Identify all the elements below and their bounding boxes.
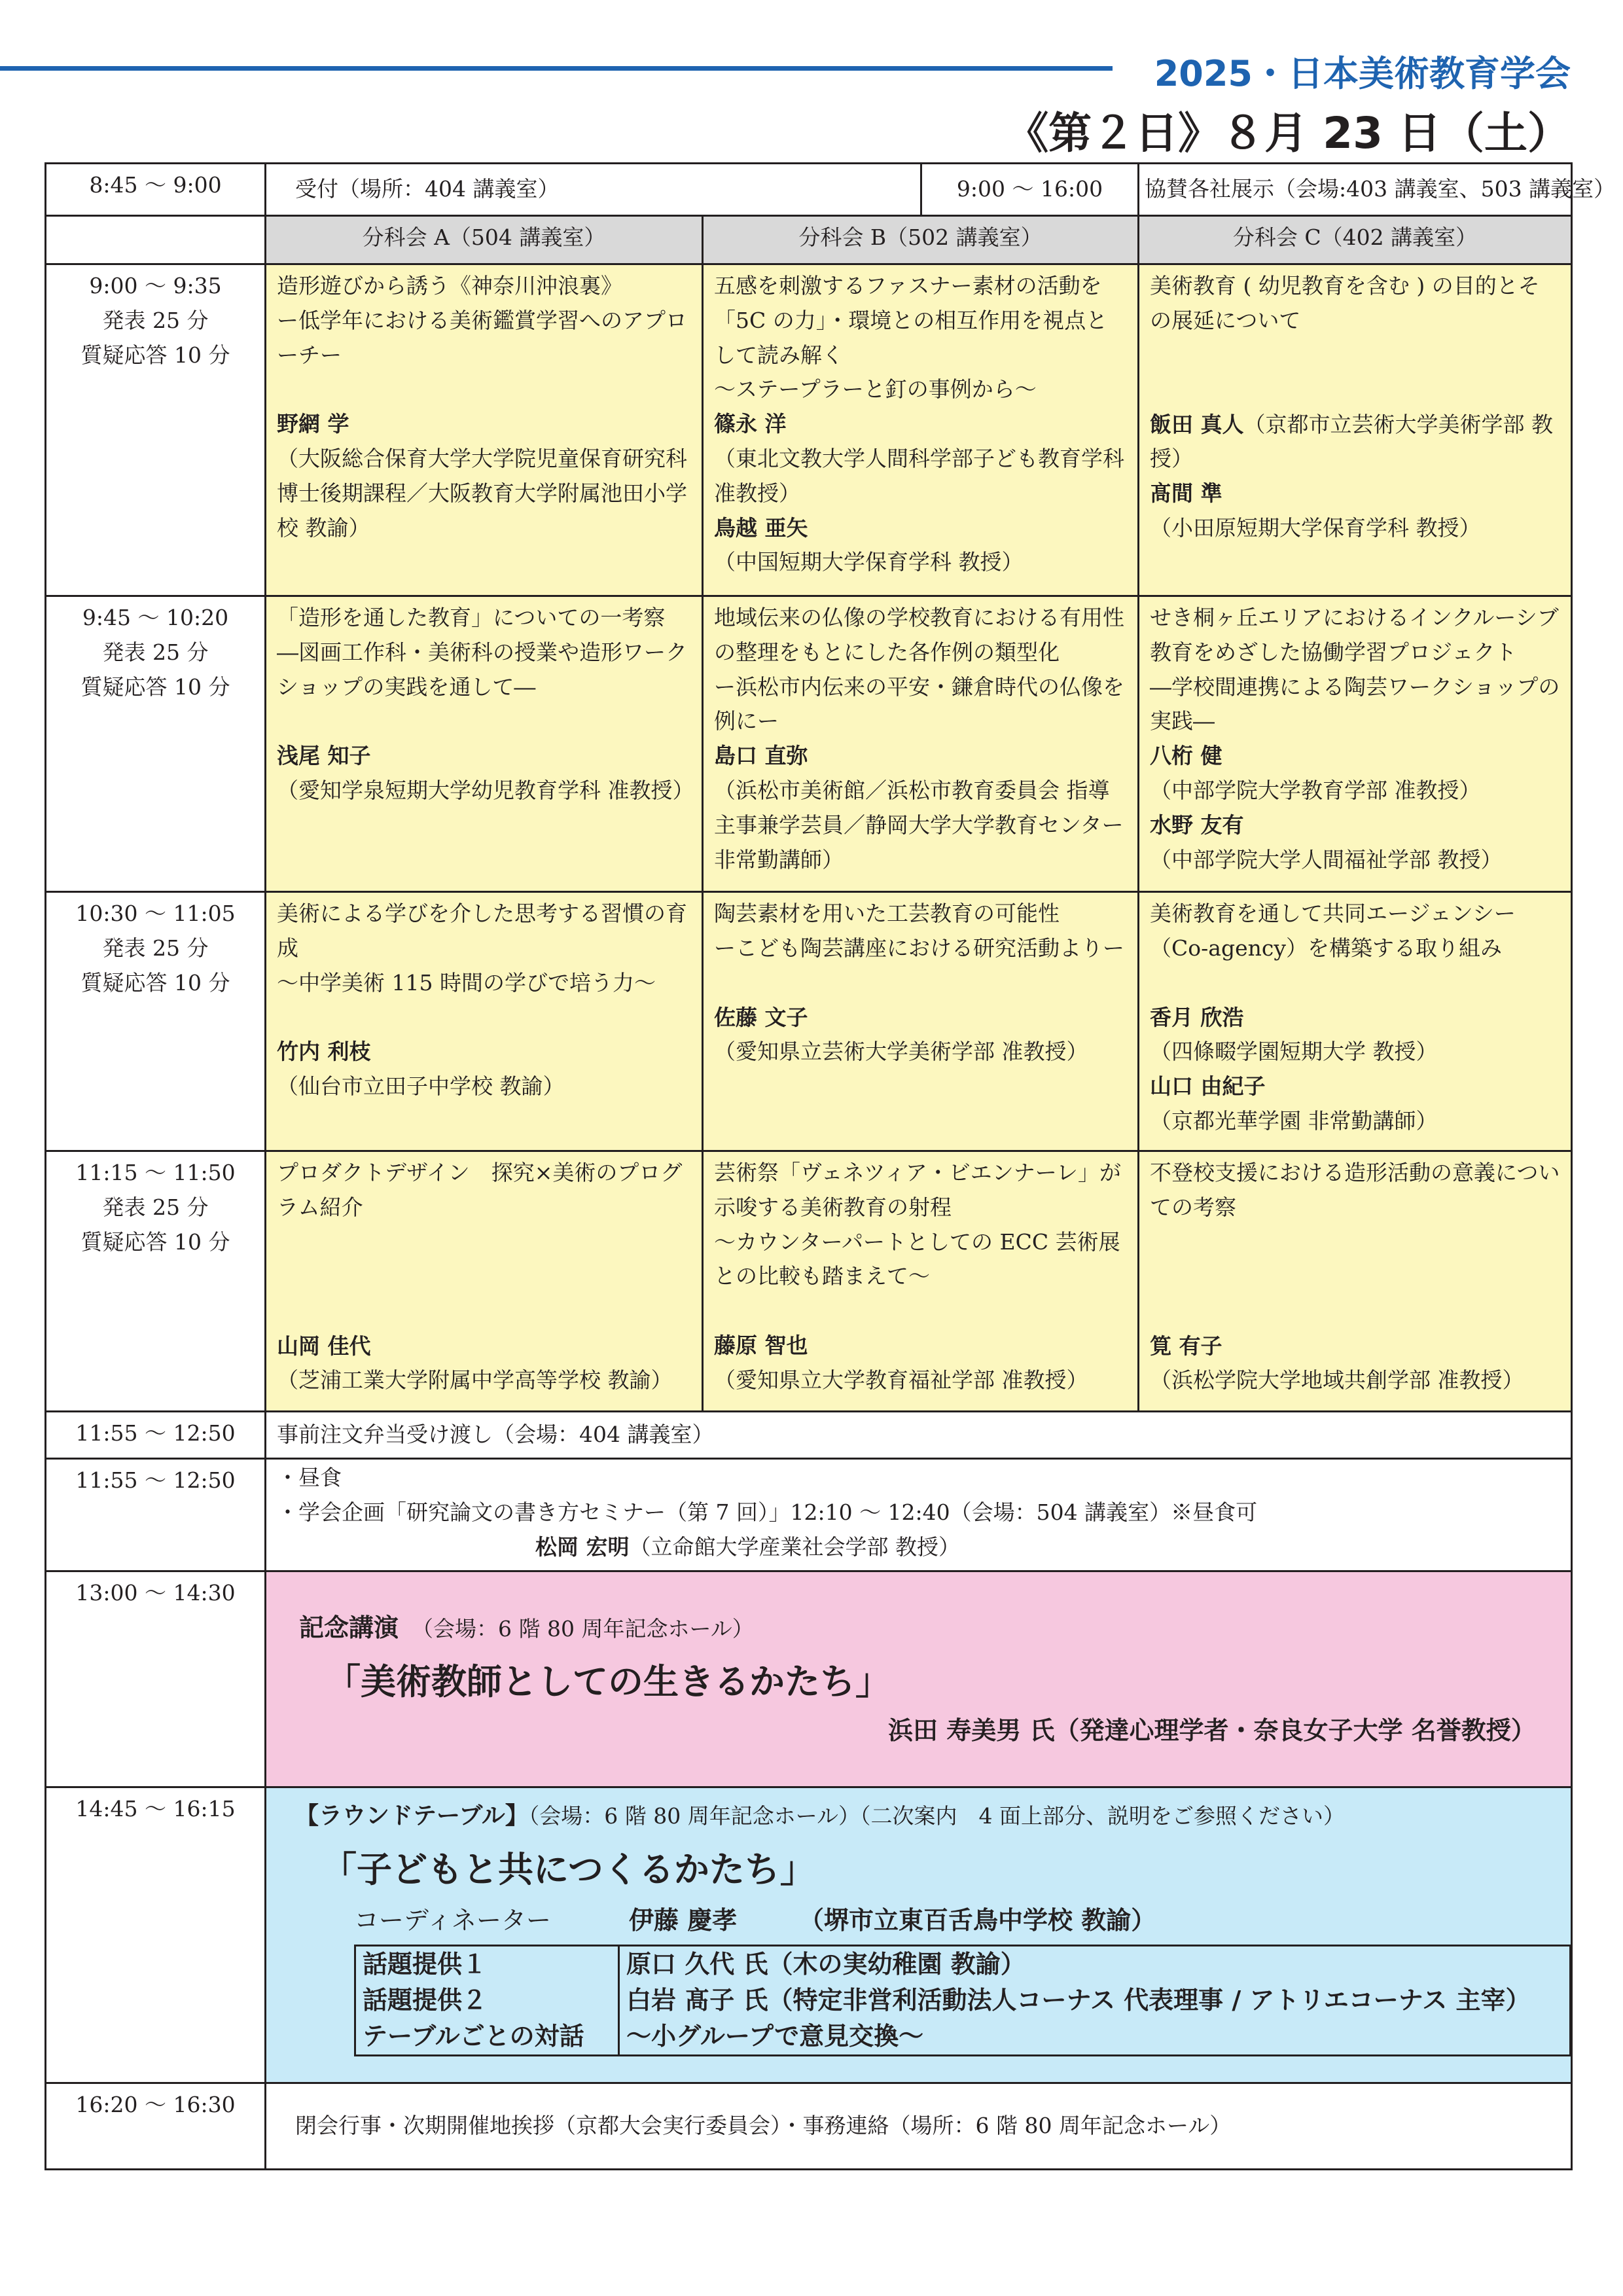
presentation-title: 造形遊びから誘う《神奈川沖浪裏》 ー低学年における美術鑑賞学習へのアプローチー <box>277 273 687 368</box>
presenter-affiliation: （浜松市美術館／浜松市教育委員会 指導主事兼学芸員／静岡大学大学教育センター 非常勤講師） <box>714 777 1124 872</box>
org-title: 2025・日本美術教育学会 <box>1154 53 1571 94</box>
presenter-name: 佐藤 文子 <box>714 1004 808 1030</box>
topic-value: 原口 久代 氏（木の実幼稚園 教諭） <box>626 1949 1026 1979</box>
presenter-name: 竹内 利枝 <box>277 1039 371 1065</box>
lunch-seminar-time: 11:55 ～ 12:50 <box>46 1459 266 1571</box>
lunch-pickup-time: 11:55 ～ 12:50 <box>46 1412 266 1459</box>
closing-time: 16:20 ～ 16:30 <box>46 2083 266 2170</box>
presenter-affiliation: （中部学院大学人間福祉学部 教授） <box>1150 846 1503 872</box>
roundtable-row <box>46 1787 1572 2083</box>
presenter-affiliation: （芝浦工業大学附属中学高等学校 教諭） <box>277 1367 673 1393</box>
lunch-pickup-text: 事前注文弁当受け渡し（会場：404 講義室） <box>266 1412 1572 1459</box>
slot-time: 9:00 ～ 9:35 発表 25 分 質疑応答 10 分 <box>46 264 266 596</box>
presenter-affiliation: （愛知学泉短期大学幼児教育学科 准教授） <box>277 778 694 804</box>
presenter-line <box>1150 408 1560 477</box>
topic-value: 白岩 髙子 氏（特定非営利活動法人コーナス 代表理事 / アトリエコーナス 主宰） <box>626 1985 1531 2015</box>
closing-text: 閉会行事・次期開催地挨拶（京都大会実行委員会）・事務連絡（場所：6 階 80 周年記念ホール） <box>266 2083 1572 2170</box>
lunch-pickup-row <box>46 1412 1572 1459</box>
lecture-label: 記念講演 <box>299 1613 399 1642</box>
presenter-name: 浅尾 知子 <box>277 743 371 769</box>
session-header-blank <box>46 216 266 264</box>
presenter-affiliation: （四條畷学園短期大学 教授） <box>1150 1039 1438 1065</box>
topic-labels <box>355 1945 619 2055</box>
presentation-title: 芸術祭「ヴェネツィア・ビエンナーレ」が示唆する美術教育の射程 ～カウンターパートとしての ECC 芸術展との比較も踏まえて～ <box>714 1160 1122 1289</box>
presenter-name: 藤原 智也 <box>714 1333 808 1359</box>
presenter-name: 篠永 洋 <box>714 411 787 437</box>
presenter-name: 飯田 真人 <box>1150 411 1244 437</box>
roundtable-label: 【ラウンドテーブル】 <box>295 1803 529 1829</box>
presenter-name: 八桁 健 <box>1150 743 1222 769</box>
presenter-name: 鳥越 亜矢 <box>714 514 808 541</box>
slot-row <box>46 264 1572 596</box>
reception-row <box>46 164 1572 216</box>
expo-text: 協賛各社展示（会場:403 講義室、503 講義室） <box>1139 164 1572 216</box>
presentation-title: 「造形を通した教育」についての一考察 ―図画工作科・美術科の授業や造形ワークショップの実践を通して― <box>277 605 687 700</box>
presentation-a <box>266 892 703 1151</box>
topic-label: 話題提供２ <box>363 1985 488 2015</box>
presenter-affiliation: （仙台市立田子中学校 教諭） <box>277 1073 565 1100</box>
day-title: 《第２日》８月 23 日（土） <box>1005 108 1571 158</box>
presentation-a <box>266 1151 703 1412</box>
presentation-c <box>1139 264 1572 596</box>
presentation-a <box>266 596 703 892</box>
topic-label: テーブルごとの対話 <box>363 2021 584 2051</box>
reception-time: 8:45 ～ 9:00 <box>46 164 266 216</box>
presenter-affiliation: （小田原短期大学保育学科 教授） <box>1150 514 1481 541</box>
coordinator-line <box>354 1901 1542 1941</box>
seminar-speaker-affiliation: （立命館大学産業社会学部 教授） <box>629 1534 960 1560</box>
coordinator-affiliation: （堺市立東百舌鳥中学校 教諭） <box>799 1905 1156 1935</box>
schedule-table <box>45 162 1616 2170</box>
presenter-name: 島口 直弥 <box>714 743 808 769</box>
presenter-affiliation: （中部学院大学教育学部 准教授） <box>1150 777 1481 803</box>
expo-time: 9:00 ～ 16:00 <box>921 164 1139 216</box>
presentation-title: 五感を刺激するファスナー素材の活動を「5C の力」・環境との相互作用を視点として読み解く ～ステープラーと釘の事例から～ <box>714 273 1108 403</box>
roundtable-venue: （会場：6 階 80 周年記念ホール）（二次案内 4 面上部分、説明をご参照ください） <box>528 1803 1346 1829</box>
presentation-b <box>703 264 1139 596</box>
lecture-speaker: 浜田 寿美男 氏（発達心理学者・奈良女子大学 名誉教授） <box>888 1715 1536 1745</box>
lecture-time: 13:00 ～ 14:30 <box>46 1571 266 1787</box>
presenter-name: 山口 由紀子 <box>1150 1073 1266 1100</box>
presentation-title: 陶芸素材を用いた工芸教育の可能性 ーこども陶芸講座における研究活動よりー <box>714 901 1124 961</box>
presentation-title: 美術教育 ( 幼児教育を含む ) の目的とその展延について <box>1150 273 1540 333</box>
presentation-c <box>1139 892 1572 1151</box>
presentation-a <box>266 264 703 596</box>
presentation-c <box>1139 1151 1572 1412</box>
presenter-affiliation: （大阪総合保育大学大学院児童保育研究科博士後期課程／大阪教育大学附属池田小学校 教諭） <box>277 446 687 541</box>
presentation-title: 美術による学びを介した思考する習慣の育成 ～中学美術 115 時間の学びで培う力～ <box>277 901 687 996</box>
header-rule <box>0 66 1113 71</box>
slot-time: 9:45 ～ 10:20 発表 25 分 質疑応答 10 分 <box>46 596 266 892</box>
lunch-seminar-cell <box>266 1459 1572 1571</box>
presentation-title: プロダクトデザイン 探究×美術のプログラム紹介 <box>277 1160 683 1220</box>
presenter-affiliation: （東北文教大学人間科学部子ども教育学科 准教授） <box>714 445 1124 506</box>
presentation-title: 地域伝来の仏像の学校教育における有用性の整理をもとにした各作例の類型化 ー浜松市内伝来の平安・鎌倉時代の仏像を例にー <box>714 605 1124 734</box>
session-a-header: 分科会 A（504 講義室） <box>266 216 703 264</box>
roundtable-time: 14:45 ～ 16:15 <box>46 1787 266 2083</box>
presentation-title: 美術教育を通して共同エージェンシー（Co-agency）を構築する取り組み <box>1150 901 1516 961</box>
presenter-name: 香月 欣浩 <box>1150 1004 1244 1030</box>
slot-row <box>46 892 1572 1151</box>
topic-value: ～小グループで意見交換～ <box>626 2021 924 2051</box>
presenter-name: 水野 友有 <box>1150 812 1244 838</box>
reception-text: 受付（場所：404 講義室） <box>266 164 921 216</box>
closing-row <box>46 2083 1572 2170</box>
seminar-line: ・学会企画「研究論文の書き方セミナー（第 7 回）」12:10 ～ 12:40（会場：504 講義室）※昼食可 <box>277 1499 1258 1525</box>
roundtable-topics <box>354 1945 1571 2056</box>
presenter-affiliation: （京都光華学園 非常勤講師） <box>1150 1107 1438 1134</box>
session-b-header: 分科会 B（502 講義室） <box>703 216 1139 264</box>
presentation-title: 不登校支援における造形活動の意義についての考察 <box>1150 1160 1560 1220</box>
lunch-line: ・昼食 <box>277 1465 342 1490</box>
slot-row <box>46 596 1572 892</box>
presentation-b <box>703 1151 1139 1412</box>
presenter-affiliation: （愛知県立大学教育福祉学部 准教授） <box>714 1367 1088 1393</box>
presenter-affiliation: （浜松学院大学地域共創学部 准教授） <box>1150 1367 1524 1393</box>
presenter-name: 筧 有子 <box>1150 1333 1222 1359</box>
presenter-name: 髙間 準 <box>1150 480 1222 507</box>
topic-values <box>619 1945 1571 2055</box>
presenter-affiliation: （中国短期大学保育学科 教授） <box>714 549 1024 575</box>
topic-label: 話題提供１ <box>363 1949 488 1979</box>
presenter-name: 野網 学 <box>277 411 349 437</box>
roundtable-title: 「子どもと共につくるかたち」 <box>321 1848 815 1890</box>
seminar-speaker <box>277 1530 1560 1565</box>
coordinator-name: 伊藤 慶孝 <box>629 1905 738 1935</box>
presenter-affiliation: （愛知県立芸術大学美術学部 准教授） <box>714 1039 1088 1065</box>
lecture-title: 「美術教師としての生きるかたち」 <box>325 1661 891 1703</box>
presentation-b <box>703 892 1139 1151</box>
session-header-row <box>46 216 1572 264</box>
presenter-name: 山岡 佳代 <box>277 1333 371 1359</box>
seminar-speaker-name: 松岡 宏明 <box>535 1534 630 1560</box>
presenter-affiliation: （京都市立芸術大学美術学部 教授） <box>1150 411 1554 472</box>
coordinator-label: コーディネーター <box>354 1905 551 1935</box>
roundtable-cell <box>266 1787 1572 2083</box>
presentation-b <box>703 596 1139 892</box>
lecture-row <box>46 1571 1572 1787</box>
session-c-header: 分科会 C（402 講義室） <box>1139 216 1572 264</box>
presentation-c <box>1139 596 1572 892</box>
lecture-venue: （会場：6 階 80 周年記念ホール） <box>412 1615 754 1641</box>
presentation-title: せき桐ヶ丘エリアにおけるインクルーシブ教育をめざした協働学習プロジェクト ―学校間連携による陶芸ワークショップの実践― <box>1150 605 1560 734</box>
slot-row <box>46 1151 1572 1412</box>
lecture-cell <box>266 1571 1572 1787</box>
lunch-seminar-row <box>46 1459 1572 1571</box>
slot-time: 10:30 ～ 11:05 発表 25 分 質疑応答 10 分 <box>46 892 266 1151</box>
slot-time: 11:15 ～ 11:50 発表 25 分 質疑応答 10 分 <box>46 1151 266 1412</box>
